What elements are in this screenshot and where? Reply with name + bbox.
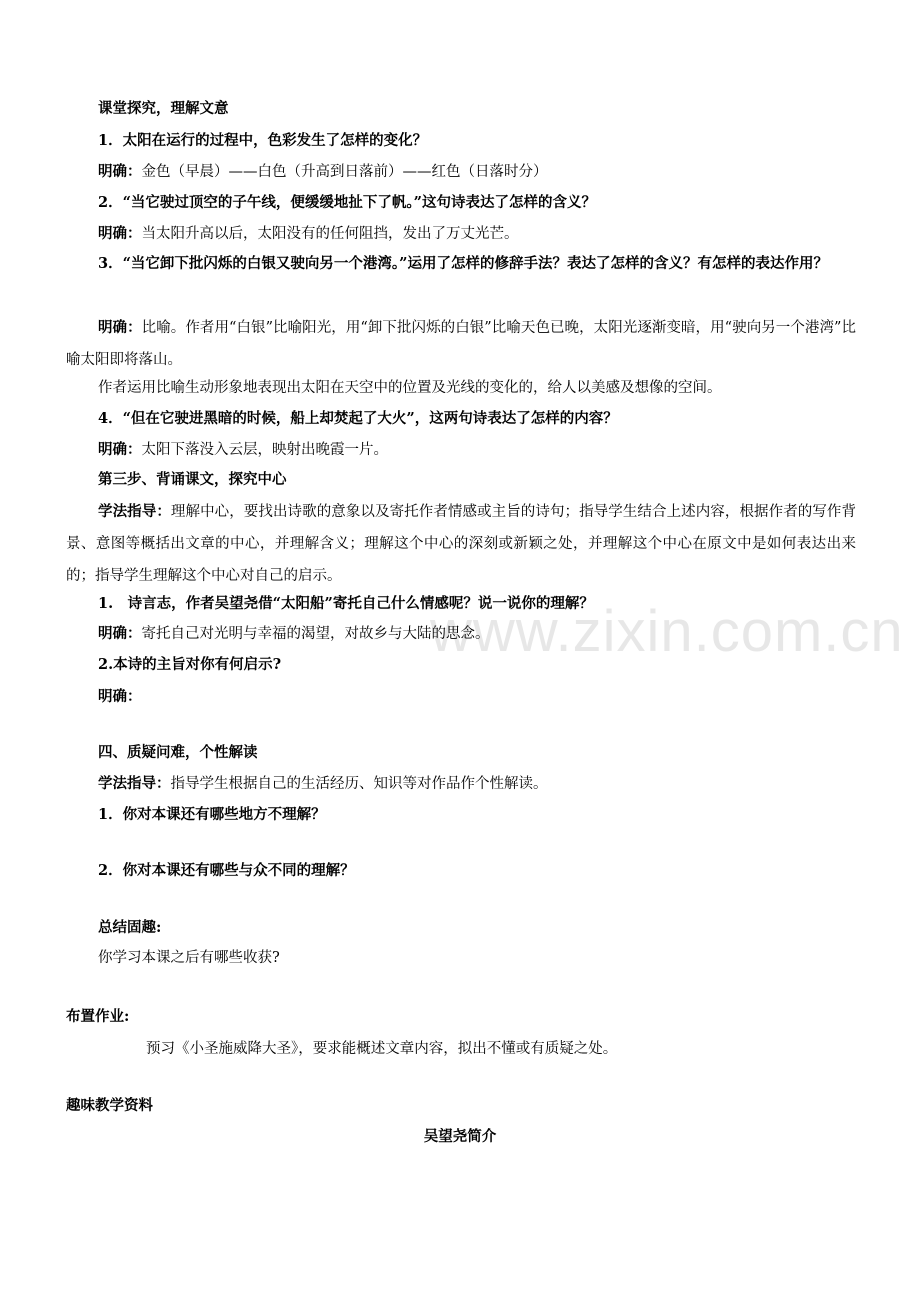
answer-text: 比喻。作者用“白银”比喻阳光，用“卸下批闪烁的白银”比喻天色已晚，太阳光逐渐变暗，用“驶向另一个港湾”比喻太阳即将落山。 <box>66 320 856 368</box>
answer-3 <box>66 312 856 376</box>
section-heading: 课堂探究，理解文意 <box>98 100 229 117</box>
homework-text: 预习《小圣施威降大圣》，要求能概述文章内容，拟出不懂或有质疑之处。 <box>146 1041 618 1057</box>
answer-label: 明确： <box>98 225 142 242</box>
answer-text: 寄托自己对光明与幸福的渴望，对故乡与大陆的思念。 <box>141 626 490 642</box>
question-1: 1．你对本课还有哪些地方不理解？ <box>98 806 326 823</box>
guide-label: 学法指导： <box>98 503 171 520</box>
answer-label: 明确： <box>98 625 142 642</box>
section-heading: 第三步、背诵课文，探究中心 <box>98 471 287 488</box>
answer-2 <box>98 224 519 244</box>
answer-text: 金色（早晨）——白色（升高到日落前）——红色（日落时分） <box>141 164 548 180</box>
question-2: 2．你对本课还有哪些与众不同的理解？ <box>98 862 355 879</box>
answer-label: 明确： <box>98 319 142 336</box>
homework-heading: 布置作业: <box>66 1008 130 1025</box>
answer-label: 明确： <box>98 163 142 180</box>
study-guide <box>98 774 548 794</box>
guide-text: 指导学生根据自己的生活经历、知识等对作品作个性解读。 <box>170 776 548 792</box>
resources-heading: 趣味教学资料 <box>66 1097 153 1114</box>
answer-label: 明确： <box>98 441 142 458</box>
answer-text: 当太阳升高以后，太阳没有的任何阻挡，发出了万丈光芒。 <box>141 226 519 242</box>
answer-3-extra: 作者运用比喻生动形象地表现出太阳在天空中的位置及光线的变化的，给人以美感及想像的空间。 <box>98 380 722 396</box>
summary-heading: 总结固趣: <box>98 919 162 936</box>
summary-text: 你学习本课之后有哪些收获? <box>98 950 280 966</box>
resource-title: 吴望尧简介 <box>423 1128 497 1145</box>
guide-label: 学法指导： <box>98 775 171 792</box>
section-heading: 四、质疑问难，个性解读 <box>98 744 258 761</box>
question-1: 1. 诗言志，作者吴望尧借“太阳船”寄托自己什么情感呢？说一说你的理解？ <box>98 595 594 612</box>
answer-2-label: 明确： <box>98 688 142 705</box>
answer-4 <box>98 440 388 460</box>
answer-text: 太阳下落没入云层，映射出晚霞一片。 <box>141 442 388 458</box>
question-3: 3．“当它卸下批闪烁的白银又驶向另一个港湾。”运用了怎样的修辞手法？表达了怎样的含义？有怎样的表达作用？ <box>98 255 829 272</box>
watermark: www.zixin.com.cn <box>430 599 904 664</box>
question-2: 2.本诗的主旨对你有何启示? <box>98 656 282 673</box>
question-4: 4．“但在它驶进黑暗的时候，船上却焚起了大火”，这两句诗表达了怎样的内容？ <box>98 410 618 427</box>
answer-1 <box>98 624 490 644</box>
guide-text: 理解中心，要找出诗歌的意象以及寄托作者情感或主旨的诗句；指导学生结合上述内容，根据作者的写作背景、意图等概括出文章的中心，并理解含义；理解这个中心的深刻或新颖之处，并理解这个中心在原文中是如何表达出来的；指导学生理解这个中心对自己的启示。 <box>66 504 857 584</box>
answer-1 <box>98 162 548 182</box>
study-guide <box>66 496 856 592</box>
question-2: 2．“当它驶过顶空的子午线，便缓缓地扯下了帆。”这句诗表达了怎样的含义？ <box>98 194 597 211</box>
question-1: 1．太阳在运行的过程中，色彩发生了怎样的变化？ <box>98 132 428 149</box>
